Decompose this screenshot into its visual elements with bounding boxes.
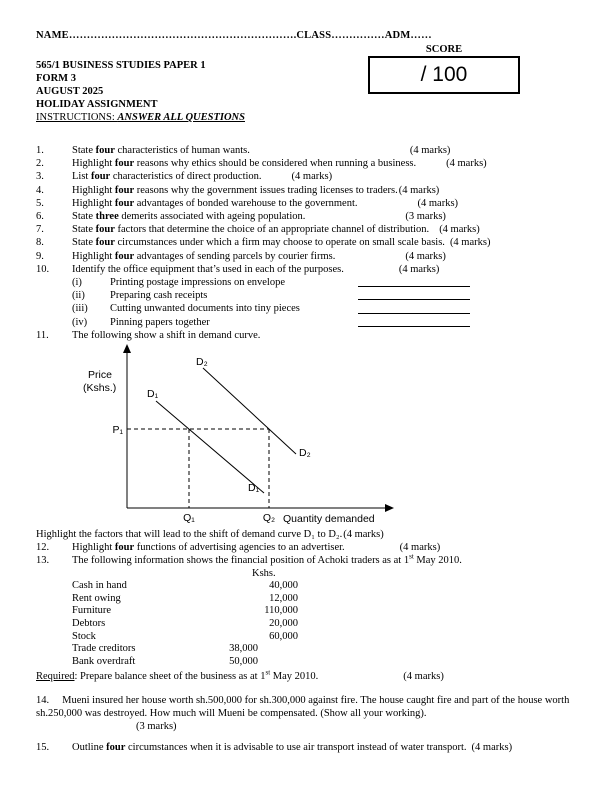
bold-word: four: [95, 145, 115, 156]
marks: (4 marks): [439, 224, 480, 236]
question-11-followup: [36, 528, 576, 541]
question-number: 5.: [36, 197, 44, 209]
marks: (4 marks): [471, 742, 513, 754]
text-post: May 2010.: [413, 555, 462, 567]
text-pre: State: [72, 224, 96, 236]
text-post: characteristics of human wants.: [114, 145, 250, 156]
table-row: [36, 631, 576, 644]
row-label: Debtors: [72, 618, 106, 630]
text-pre: State: [72, 237, 96, 249]
score-box: / 100: [368, 56, 520, 94]
bold-word: four: [114, 542, 135, 554]
question-number: 15.: [36, 742, 50, 754]
d1-top-label: D₁: [147, 388, 159, 401]
instructions-emphasis: ANSWER ALL QUESTIONS: [117, 112, 245, 123]
question-text: [72, 541, 576, 554]
bold-word: four: [114, 197, 135, 209]
exam-date: AUGUST 2025: [36, 86, 104, 97]
question-5: [36, 197, 576, 210]
question-number: 9.: [36, 250, 44, 262]
question-15: [36, 741, 576, 754]
text-post: advantages of sending parcels by courier firms.: [134, 250, 336, 262]
question-number: 12.: [36, 542, 50, 554]
item-text: Pinning papers together: [110, 316, 210, 328]
required-text-post: May 2010.: [270, 671, 319, 683]
marks: (4 marks): [291, 171, 333, 183]
question-2: [36, 157, 576, 170]
currency-header-row: [36, 568, 576, 581]
score-label: SCORE: [425, 44, 463, 55]
marks: (4 marks): [399, 542, 441, 554]
table-row: [36, 593, 576, 606]
table-row: [36, 605, 576, 618]
question-6: [36, 210, 576, 223]
question-3: [36, 170, 576, 183]
name-class-adm-line: NAME……………………………………………………….CLASS……………ADM……: [36, 30, 432, 41]
ordinal-superscript: st: [409, 552, 414, 561]
text-post: characteristics of direct production.: [110, 171, 262, 183]
x-axis-arrow-icon: [385, 504, 394, 512]
question-text: [72, 170, 576, 183]
inner-amount: [212, 618, 258, 631]
row-amount: 40,000: [269, 580, 298, 592]
question-text: [72, 741, 576, 754]
demand-curve-diagram: [36, 344, 456, 528]
question-text: [72, 184, 576, 197]
row-amount: 20,000: [269, 618, 298, 630]
outer-amount: [258, 656, 298, 669]
row-label: Bank overdraft: [72, 655, 136, 667]
question-text: [72, 197, 576, 210]
question-10-item-ii: [72, 289, 576, 302]
question-number: 1.: [36, 145, 44, 156]
question-12: [36, 541, 576, 554]
q2-label: Q₂: [262, 512, 276, 525]
bold-word: three: [95, 211, 119, 223]
bold-word: four: [114, 158, 135, 170]
text-post: reasons why ethics should be considered when running a business.: [134, 158, 417, 170]
d2-top-label: D₂: [196, 356, 208, 369]
text-post: reasons why the government issues trading licenses to traders.: [134, 184, 398, 196]
table-row: [36, 656, 576, 669]
text-post: functions of advertising agencies to an advertiser.: [134, 542, 345, 554]
financial-position-table: [36, 568, 576, 669]
row-label: Trade creditors: [72, 643, 136, 655]
roman-numeral: (iii): [72, 303, 88, 315]
question-number: 7.: [36, 224, 44, 236]
question-number: 14.: [36, 694, 50, 706]
item-text: Preparing cash receipts: [110, 290, 208, 302]
assignment-title: HOLIDAY ASSIGNMENT: [36, 99, 158, 110]
instructions-label: INSTRUCTIONS:: [36, 112, 118, 123]
required-label: Required: [36, 671, 75, 683]
bold-word: four: [114, 184, 135, 196]
bold-word: four: [114, 250, 135, 262]
text-post: demerits associated with ageing population.: [118, 211, 306, 223]
question-7: [36, 223, 576, 236]
question-4: [36, 184, 576, 197]
inner-amount: [212, 605, 258, 618]
bold-word: four: [106, 742, 126, 754]
inner-amount: [212, 593, 258, 606]
marks: (4 marks): [405, 250, 446, 262]
item-text: Printing postage impressions on envelope: [110, 277, 285, 289]
question-number: 4.: [36, 184, 44, 196]
d1-bottom-label: D₁: [248, 482, 260, 495]
text-pre: Highlight: [72, 184, 115, 196]
question-10-item-iii: [72, 302, 576, 315]
marks: (4 marks): [446, 158, 487, 170]
item-text: Cutting unwanted documents into tiny pieces: [110, 303, 300, 315]
roman-numeral: (ii): [72, 290, 85, 302]
required-text: : Prepare balance sheet of the business as at 1: [74, 671, 266, 683]
bold-word: four: [95, 224, 115, 236]
question-14: [36, 694, 576, 734]
text-pre: Highlight: [72, 158, 115, 170]
question-number: 8.: [36, 237, 44, 249]
text-pre: Identify the office equipment that’s used in each of the purposes.: [72, 263, 344, 275]
question-10: [36, 263, 576, 276]
question-text: [72, 223, 576, 236]
question-13: [36, 554, 576, 567]
row-label: Rent owing: [72, 592, 121, 604]
question-number: 6.: [36, 211, 44, 223]
row-label: Furniture: [72, 605, 112, 617]
text-pre: Outline: [72, 742, 107, 754]
row-amount: 50,000: [229, 655, 258, 667]
answer-blank-line: [358, 305, 470, 314]
question-1: [36, 144, 576, 157]
question-9: [36, 250, 576, 263]
question-text: [72, 144, 576, 157]
question-10-item-i: [72, 276, 576, 289]
marks: (3 marks): [405, 211, 446, 223]
marks: (4 marks): [417, 197, 459, 209]
q1-label: Q₁: [183, 512, 195, 525]
question-text: [72, 236, 576, 249]
text-pre: Highlight: [72, 250, 115, 262]
marks: (4 marks): [449, 237, 491, 249]
outer-amount: [258, 643, 298, 656]
text-post: circumstances when it is advisable to use air transport instead of water transport.: [125, 742, 467, 754]
question-11: [36, 329, 576, 342]
text-pre: List: [72, 171, 91, 183]
paper-code: 565/1 BUSINESS STUDIES PAPER 1: [36, 60, 206, 71]
currency-header: Kshs.: [252, 567, 276, 579]
questions-list: [36, 144, 576, 754]
text-pre: State: [72, 211, 96, 223]
followup-text: Highlight the factors that will lead to the shift of demand curve D₁ to D₂.: [36, 529, 343, 541]
row-amount: 38,000: [229, 643, 258, 655]
question-number: 2.: [36, 158, 44, 170]
instructions-line: [36, 111, 576, 124]
demand-curve-d2: [203, 368, 296, 454]
answer-blank-line: [358, 278, 470, 287]
inner-amount: [212, 631, 258, 644]
table-row: [36, 580, 576, 593]
inner-amount: [212, 580, 258, 593]
p1-label: P₁: [112, 424, 123, 437]
x-axis-label: Quantity demanded: [283, 513, 375, 526]
question-number: 13.: [36, 555, 50, 567]
required-line: [36, 670, 576, 683]
text-pre: State: [72, 145, 96, 156]
y-axis-arrow-icon: [123, 344, 131, 353]
row-amount: 60,000: [269, 630, 298, 642]
row-label: Stock: [72, 630, 96, 642]
marks: (4 marks): [398, 263, 440, 275]
form-label: FORM 3: [36, 73, 76, 84]
row-amount: 12,000: [269, 592, 298, 604]
demand-curve-d1: [156, 401, 264, 493]
question-text: [72, 554, 576, 567]
text-pre: Highlight: [72, 542, 115, 554]
answer-blank-line: [358, 318, 470, 327]
marks: (4 marks): [343, 529, 384, 541]
roman-numeral: (i): [72, 277, 82, 289]
question-text: The following show a shift in demand curve.: [72, 329, 261, 341]
text-post: advantages of bonded warehouse to the government.: [134, 197, 358, 209]
marks: (3 marks): [136, 721, 177, 733]
question-text: [72, 157, 576, 170]
score-area: [368, 44, 520, 94]
y-axis-unit-label: (Kshs.): [83, 382, 117, 395]
question-text: [72, 263, 576, 276]
marks: (4 marks): [409, 145, 451, 156]
question-text: Mueni insured her house worth sh.500,000 for sh.300,000 against fire. The house caught fire and part of the house worth sh.250,000 was destroyed. How much will Mueni be compensated. (Show all your working).: [36, 694, 570, 719]
question-number: 3.: [36, 171, 44, 183]
ordinal-superscript: st: [265, 668, 271, 677]
text-post: factors that determine the choice of an appropriate channel of distribution.: [114, 224, 430, 236]
text-post: circumstances under which a firm may choose to operate on small scale basis.: [114, 237, 445, 249]
d2-bottom-label: D₂: [299, 447, 311, 460]
question-8: [36, 236, 576, 249]
bold-word: four: [95, 237, 115, 249]
question-10-item-iv: [72, 316, 576, 329]
question-text: [72, 210, 576, 223]
roman-numeral: (iv): [72, 316, 88, 328]
text-pre: Highlight: [72, 197, 115, 209]
bold-word: four: [90, 171, 111, 183]
question-number: 11.: [36, 329, 49, 341]
table-row: [36, 643, 576, 656]
row-amount: 110,000: [264, 605, 298, 617]
text-pre: The following information shows the financial position of Achoki traders as at 1: [72, 555, 410, 567]
table-row: [36, 618, 576, 631]
row-label: Cash in hand: [72, 580, 127, 592]
marks: (4 marks): [398, 184, 440, 196]
y-axis-label: Price: [88, 369, 112, 382]
answer-blank-line: [358, 291, 470, 300]
question-text: [72, 250, 576, 263]
question-number: 10.: [36, 263, 50, 275]
marks: (4 marks): [403, 671, 444, 683]
